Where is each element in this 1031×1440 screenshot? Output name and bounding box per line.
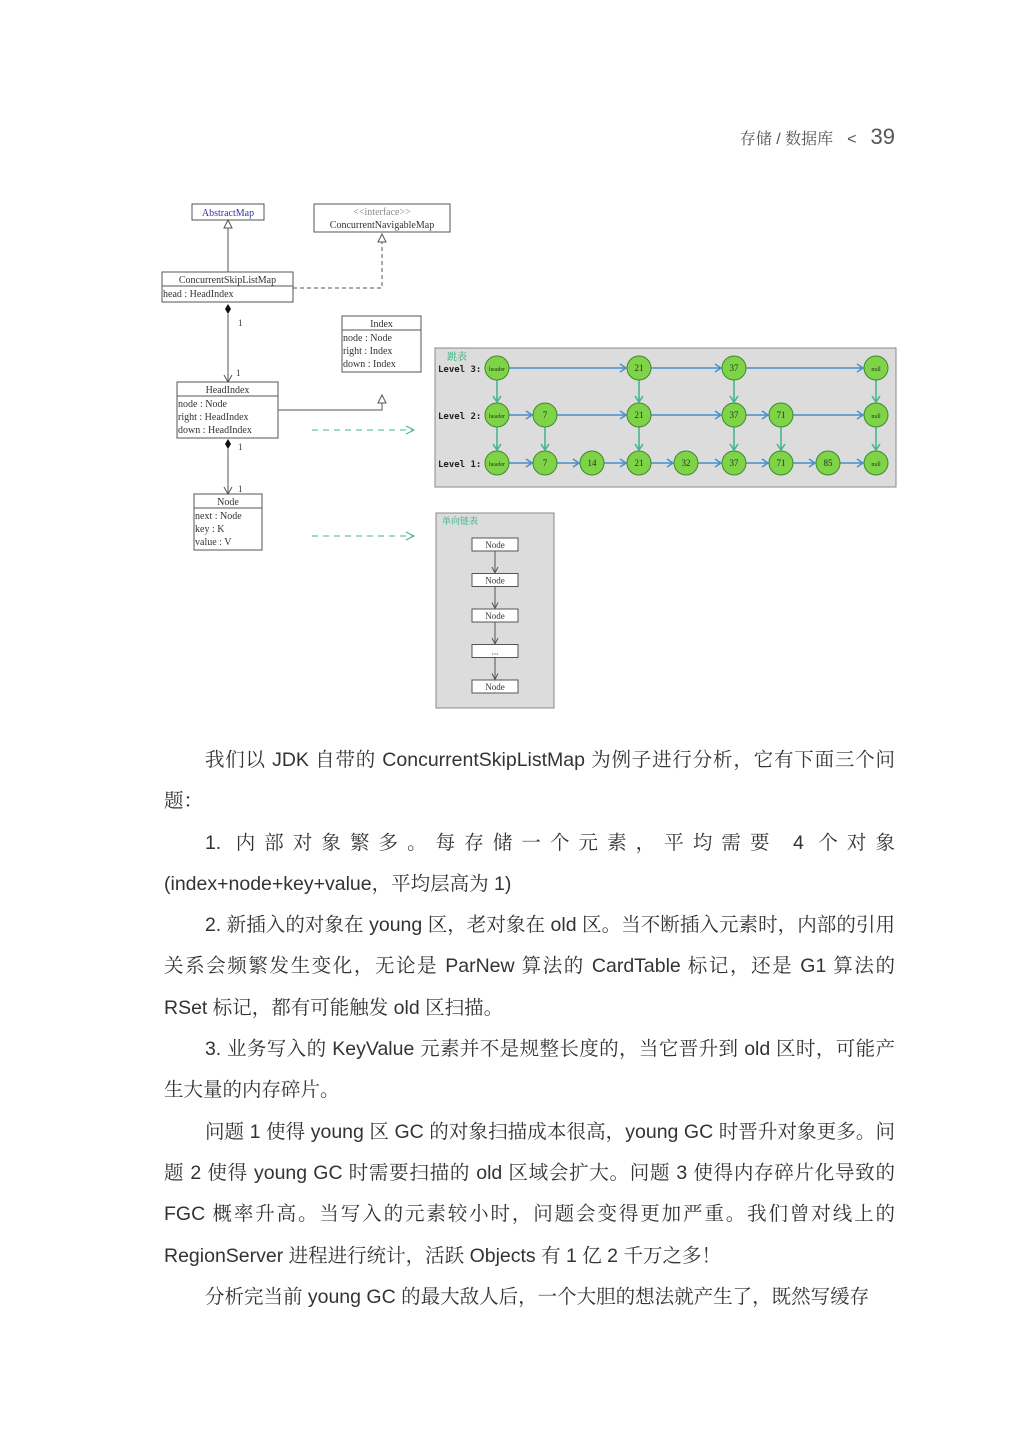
multiplicity-label: 1: [238, 442, 243, 452]
page-number: 39: [870, 124, 895, 149]
linkedlist-node-label: Node: [485, 682, 505, 692]
skiplist-node-label: 37: [729, 410, 739, 420]
linkedlist-node-label: Node: [485, 540, 505, 550]
header-separator: <: [847, 131, 857, 148]
class-field: right : Index: [343, 346, 393, 357]
realization-line: [293, 242, 382, 288]
class-field: key : K: [195, 524, 225, 535]
dashed-arrow-node: [312, 532, 414, 540]
linkedlist-title: 单向链表: [442, 516, 479, 526]
paragraph: 我们以 JDK 自带的 ConcurrentSkipListMap 为例子进行分析，它有下面三个问题：: [164, 749, 895, 813]
abstractmap-title: AbstractMap: [201, 208, 255, 219]
class-field: value : V: [195, 537, 232, 548]
skiplist-node-label: 37: [729, 458, 739, 468]
multiplicity-label: 1: [238, 318, 243, 328]
skiplist-node-label: header: [489, 367, 505, 373]
level-label: Level 2:: [438, 412, 482, 422]
multiplicity-label: 1: [238, 484, 243, 494]
class-field: node : Node: [178, 399, 227, 410]
skiplist-node-label: null: [871, 462, 881, 468]
realization-head: [378, 234, 386, 242]
level-label: Level 1:: [438, 460, 482, 470]
skiplist-node-label: 71: [776, 458, 786, 468]
skiplist-node-label: 21: [634, 410, 644, 420]
paragraph: 问题 1 使得 young 区 GC 的对象扫描成本很高，young GC 时晋升对象更多。问题 2 使得 young GC 时需要扫描的 old 区域会扩大。问题 3 使得内存碎片化导致的 FGC 概率升高。当写入的元素较小时，问题会变得更加严重。我们曾对线上的 RegionServer 进程进行统计，活跃 Objects 有 1 亿 2 千万之多！: [164, 1120, 895, 1267]
skiplist-node-label: null: [871, 414, 881, 420]
class-index: [342, 316, 421, 372]
skiplist-node-label: null: [871, 367, 881, 373]
skiplist-node-label: 21: [634, 458, 644, 468]
association-line: [224, 314, 232, 382]
linkedlist-node-label: Node: [485, 575, 505, 586]
skiplist-panel: [435, 348, 896, 487]
linked-list-panel: [436, 513, 554, 708]
skiplist-title: 跳表: [447, 352, 467, 363]
interface-stereotype: <<interface>>: [353, 207, 411, 218]
skiplist-node-label: 21: [634, 363, 644, 373]
skiplist-node-label: 71: [776, 410, 786, 420]
association-line: [224, 449, 232, 494]
skiplist-node-label: header: [489, 462, 505, 468]
class-node: [194, 494, 262, 550]
skiplist-node-label: header: [489, 414, 505, 420]
dashed-arrow-headindex: [312, 426, 414, 434]
section-title: 存储 / 数据库: [739, 131, 834, 148]
inheritance-arrow: [278, 395, 386, 410]
class-title: Node: [217, 497, 239, 508]
paragraph: 2. 新插入的对象在 young 区，老对象在 old 区。当不断插入元素时，内部的引用关系会频繁发生变化，无论是 ParNew 算法的 CardTable 标记，还是 G1 算法的 RSet 标记，都有可能触发 old 区扫描。: [164, 914, 895, 1019]
class-field: right : HeadIndex: [178, 412, 249, 423]
composition-diamond: [225, 304, 231, 314]
paragraph: 分析完当前 young GC 的最大敌人后，一个大胆的想法就产生了，既然写缓存: [204, 1285, 870, 1308]
inheritance-arrow: [224, 220, 232, 272]
class-field: next : Node: [195, 511, 242, 522]
skiplist-node-label: 85: [823, 458, 833, 468]
class-concurrentskiplistmap: [162, 272, 293, 302]
skiplist-node-label: 7: [542, 458, 548, 468]
class-title: ConcurrentSkipListMap: [178, 275, 277, 286]
multiplicity-label: 1: [236, 368, 241, 378]
composition-diamond: [225, 439, 231, 449]
class-field: head : HeadIndex: [163, 289, 234, 300]
class-field: down : HeadIndex: [178, 425, 252, 436]
class-headindex: [177, 382, 278, 438]
linkedlist-node-label: Node: [485, 611, 505, 621]
skiplist-node-label: 32: [681, 458, 691, 468]
uml-class-diagram: [162, 204, 450, 550]
skiplist-node-label: 7: [542, 410, 548, 420]
linkedlist-node-label: ...: [491, 646, 499, 657]
class-field: node : Node: [343, 333, 392, 344]
interface-title: ConcurrentNavigableMap: [329, 220, 435, 231]
paragraph: 3. 业务写入的 KeyValue 元素并不是规整长度的，当它晋升到 old 区时，可能产生大量的内存碎片。: [164, 1038, 895, 1102]
class-field: down : Index: [343, 359, 396, 370]
level-label: Level 3:: [438, 365, 482, 375]
body-text: [164, 740, 895, 1318]
class-title: HeadIndex: [205, 385, 250, 396]
skiplist-node-label: 37: [729, 363, 739, 373]
class-title: Index: [370, 319, 393, 330]
skiplist-node-label: 14: [587, 458, 597, 468]
paragraph: 1. 内部对象繁多。每存储一个元素，平均需要 4 个对象 (index+node+key+value，平均层高为 1): [164, 831, 895, 895]
